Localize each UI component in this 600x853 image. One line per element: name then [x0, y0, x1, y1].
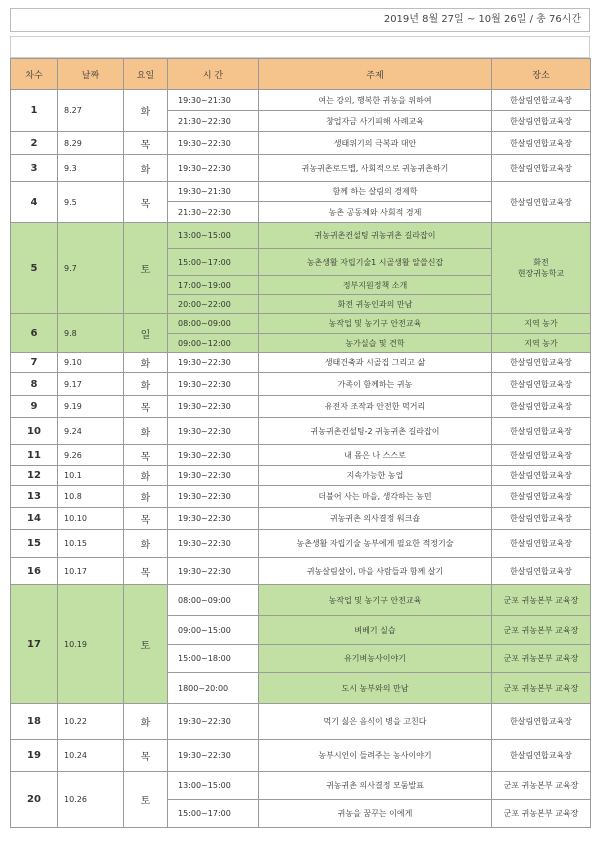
- session-day: 목: [124, 508, 168, 530]
- table-row: [11, 396, 591, 418]
- session-time: 19:30~22:30: [168, 418, 259, 445]
- session-number: 15: [11, 530, 58, 558]
- session-topic: 농촌생활 자립기술 농부에게 필요한 적정기술: [259, 530, 492, 558]
- session-place: 한살림연합교육장: [492, 111, 591, 132]
- session-topic: 내 몸은 나 스스로: [259, 445, 492, 466]
- place-line: 화전: [533, 258, 549, 267]
- session-number: 3: [11, 155, 58, 182]
- session-day: 목: [124, 740, 168, 772]
- session-date: 9.19: [58, 396, 124, 418]
- session-topic: 벼베기 실습: [259, 616, 492, 645]
- table-row: [11, 155, 591, 182]
- session-place: [492, 223, 591, 314]
- session-date: 9.10: [58, 353, 124, 373]
- session-time: 19:30~22:30: [168, 445, 259, 466]
- table-header-row: [11, 59, 591, 90]
- session-date: 9.24: [58, 418, 124, 445]
- session-day: 화: [124, 155, 168, 182]
- session-number: 13: [11, 486, 58, 508]
- table-row: [11, 418, 591, 445]
- session-number: 20: [11, 772, 58, 828]
- table-row: [11, 353, 591, 373]
- session-time: 19:30~22:30: [168, 132, 259, 155]
- session-time: 19:30~22:30: [168, 558, 259, 585]
- session-time: 19:30~22:30: [168, 466, 259, 486]
- session-date: 10.19: [58, 585, 124, 704]
- session-topic: 정부지원정책 소개: [259, 276, 492, 295]
- session-day: 화: [124, 353, 168, 373]
- session-topic: 귀농귀촌로드맵, 사회적으로 귀농귀촌하기: [259, 155, 492, 182]
- session-place: 한살림연합교육장: [492, 558, 591, 585]
- session-date: 8.27: [58, 90, 124, 132]
- session-place: 군포 귀농본부 교육장: [492, 772, 591, 800]
- header-time: 시 간: [168, 59, 259, 90]
- session-number: 5: [11, 223, 58, 314]
- session-topic: 귀농을 꿈꾸는 이에게: [259, 800, 492, 828]
- table-row: [11, 585, 591, 616]
- header-date: 날짜: [58, 59, 124, 90]
- schedule-table: [10, 58, 591, 828]
- session-place: 군포 귀농본부 교육장: [492, 673, 591, 704]
- table-row: [11, 314, 591, 334]
- table-row: [11, 132, 591, 155]
- blank-title-row: [10, 36, 590, 58]
- header-no: 차수: [11, 59, 58, 90]
- table-row: [11, 182, 591, 202]
- session-time: 19:30~22:30: [168, 508, 259, 530]
- session-topic: 유전자 조작과 안전한 먹거리: [259, 396, 492, 418]
- session-date: 10.15: [58, 530, 124, 558]
- session-date: 10.1: [58, 466, 124, 486]
- session-topic: 농작업 및 농기구 안전교육: [259, 585, 492, 616]
- session-number: 11: [11, 445, 58, 466]
- session-time: 09:00~15:00: [168, 616, 259, 645]
- session-date: 8.29: [58, 132, 124, 155]
- session-number: 12: [11, 466, 58, 486]
- session-number: 8: [11, 373, 58, 396]
- session-topic: 귀농귀촌 의사결정 모둠발표: [259, 772, 492, 800]
- session-time: 19:30~21:30: [168, 90, 259, 111]
- session-day: 화: [124, 418, 168, 445]
- session-date: 10.8: [58, 486, 124, 508]
- session-time: 19:30~22:30: [168, 486, 259, 508]
- session-place: 한살림연합교육장: [492, 486, 591, 508]
- session-place: 한살림연합교육장: [492, 132, 591, 155]
- header-topic: 주제: [259, 59, 492, 90]
- session-time: 13:00~15:00: [168, 772, 259, 800]
- session-time: 08:00~09:00: [168, 314, 259, 334]
- table-row: [11, 740, 591, 772]
- session-place: 군포 귀농본부 교육장: [492, 616, 591, 645]
- session-date: 10.10: [58, 508, 124, 530]
- session-topic: 농촌생활 자립기술1 시골생활 알쓸신잡: [259, 249, 492, 276]
- session-place: 한살림연합교육장: [492, 90, 591, 111]
- session-time: 09:00~12:00: [168, 334, 259, 353]
- session-time: 19:30~22:30: [168, 740, 259, 772]
- session-place: 한살림연합교육장: [492, 418, 591, 445]
- session-day: 토: [124, 772, 168, 828]
- session-topic: 농가실습 및 견학: [259, 334, 492, 353]
- session-date: 10.24: [58, 740, 124, 772]
- session-place: 한살림연합교육장: [492, 740, 591, 772]
- table-row: [11, 445, 591, 466]
- session-topic: 귀농귀촌컨설팅 귀농귀촌 길라잡이: [259, 223, 492, 249]
- place-line: 현장귀농학교: [517, 269, 565, 278]
- session-topic: 화전 귀농인과의 만남: [259, 295, 492, 314]
- session-topic: 생태위기의 극복과 대안: [259, 132, 492, 155]
- session-time: 08:00~09:00: [168, 585, 259, 616]
- session-time: 13:00~15:00: [168, 223, 259, 249]
- session-number: 4: [11, 182, 58, 223]
- session-topic: 귀농귀촌컨설팅-2 귀농귀촌 길라잡이: [259, 418, 492, 445]
- session-time: 20:00~22:00: [168, 295, 259, 314]
- session-place: 한살림연합교육장: [492, 445, 591, 466]
- session-topic: 먹기 싫은 음식이 병을 고친다: [259, 704, 492, 740]
- session-topic: 농작업 및 농기구 안전교육: [259, 314, 492, 334]
- session-date: 10.22: [58, 704, 124, 740]
- session-topic: 유기벼농사이야기: [259, 645, 492, 673]
- table-row: [11, 508, 591, 530]
- session-date: 10.17: [58, 558, 124, 585]
- table-row: [11, 486, 591, 508]
- session-topic: 귀농귀촌 의사결정 워크숍: [259, 508, 492, 530]
- session-topic: 여는 강의, 행복한 귀농을 위하여: [259, 90, 492, 111]
- session-day: 목: [124, 182, 168, 223]
- header-place: 장소: [492, 59, 591, 90]
- session-place: 한살림연합교육장: [492, 155, 591, 182]
- session-number: 16: [11, 558, 58, 585]
- session-date: 9.26: [58, 445, 124, 466]
- session-number: 19: [11, 740, 58, 772]
- table-row: [11, 704, 591, 740]
- session-date: 9.3: [58, 155, 124, 182]
- session-place: 한살림연합교육장: [492, 396, 591, 418]
- table-row: [11, 90, 591, 111]
- session-place: 지역 농가: [492, 334, 591, 353]
- session-day: 토: [124, 223, 168, 314]
- session-date: 9.5: [58, 182, 124, 223]
- session-time: 1800~20:00: [168, 673, 259, 704]
- header-day: 요일: [124, 59, 168, 90]
- session-number: 18: [11, 704, 58, 740]
- session-day: 목: [124, 558, 168, 585]
- session-time: 21:30~22:30: [168, 202, 259, 223]
- session-time: 21:30~22:30: [168, 111, 259, 132]
- table-row: [11, 466, 591, 486]
- session-place: 군포 귀농본부 교육장: [492, 585, 591, 616]
- session-number: 10: [11, 418, 58, 445]
- table-row: [11, 223, 591, 249]
- session-day: 목: [124, 445, 168, 466]
- session-place: 군포 귀농본부 교육장: [492, 800, 591, 828]
- session-place: 한살림연합교육장: [492, 530, 591, 558]
- schedule-period: 2019년 8월 27일 ~ 10월 26일 / 총 76시간: [383, 14, 581, 25]
- schedule-period-banner: [10, 8, 590, 32]
- session-time: 19:30~22:30: [168, 704, 259, 740]
- session-time: 19:30~21:30: [168, 182, 259, 202]
- session-number: 1: [11, 90, 58, 132]
- session-topic: 함께 하는 살림의 경제학: [259, 182, 492, 202]
- table-row: [11, 558, 591, 585]
- session-time: 15:00~17:00: [168, 800, 259, 828]
- session-date: 10.26: [58, 772, 124, 828]
- session-time: 19:30~22:30: [168, 155, 259, 182]
- session-number: 2: [11, 132, 58, 155]
- session-date: 9.8: [58, 314, 124, 353]
- session-number: 17: [11, 585, 58, 704]
- session-topic: 농부시인이 들려주는 농사이야기: [259, 740, 492, 772]
- session-time: 17:00~19:00: [168, 276, 259, 295]
- session-day: 화: [124, 530, 168, 558]
- session-place: 지역 농가: [492, 314, 591, 334]
- session-day: 토: [124, 585, 168, 704]
- session-place: 한살림연합교육장: [492, 353, 591, 373]
- session-topic: 더불어 사는 마을, 생각하는 농민: [259, 486, 492, 508]
- session-topic: 도시 농부와의 만남: [259, 673, 492, 704]
- session-topic: 창업자금 사기피해 사례교육: [259, 111, 492, 132]
- session-place: 한살림연합교육장: [492, 373, 591, 396]
- session-day: 화: [124, 373, 168, 396]
- session-topic: 귀농살림살이, 마을 사람들과 함께 살기: [259, 558, 492, 585]
- session-time: 15:00~17:00: [168, 249, 259, 276]
- session-place: 한살림연합교육장: [492, 466, 591, 486]
- session-day: 화: [124, 466, 168, 486]
- session-date: 9.17: [58, 373, 124, 396]
- session-number: 9: [11, 396, 58, 418]
- table-row: [11, 772, 591, 800]
- session-day: 목: [124, 396, 168, 418]
- session-number: 14: [11, 508, 58, 530]
- session-day: 일: [124, 314, 168, 353]
- session-topic: 생태건축과 시골집 그리고 삶: [259, 353, 492, 373]
- session-day: 목: [124, 132, 168, 155]
- session-day: 화: [124, 90, 168, 132]
- session-time: 19:30~22:30: [168, 353, 259, 373]
- table-row: [11, 373, 591, 396]
- session-time: 19:30~22:30: [168, 530, 259, 558]
- session-topic: 가족이 함께하는 귀농: [259, 373, 492, 396]
- session-time: 19:30~22:30: [168, 373, 259, 396]
- session-day: 화: [124, 704, 168, 740]
- table-row: [11, 530, 591, 558]
- session-topic: 지속가능한 농업: [259, 466, 492, 486]
- session-topic: 농촌 공동체와 사회적 경제: [259, 202, 492, 223]
- session-place: 군포 귀농본부 교육장: [492, 645, 591, 673]
- session-date: 9.7: [58, 223, 124, 314]
- session-number: 7: [11, 353, 58, 373]
- session-time: 15:00~18:00: [168, 645, 259, 673]
- session-time: 19:30~22:30: [168, 396, 259, 418]
- session-place: 한살림연합교육장: [492, 508, 591, 530]
- session-number: 6: [11, 314, 58, 353]
- session-place: 한살림연합교육장: [492, 182, 591, 223]
- session-day: 화: [124, 486, 168, 508]
- session-place: 한살림연합교육장: [492, 704, 591, 740]
